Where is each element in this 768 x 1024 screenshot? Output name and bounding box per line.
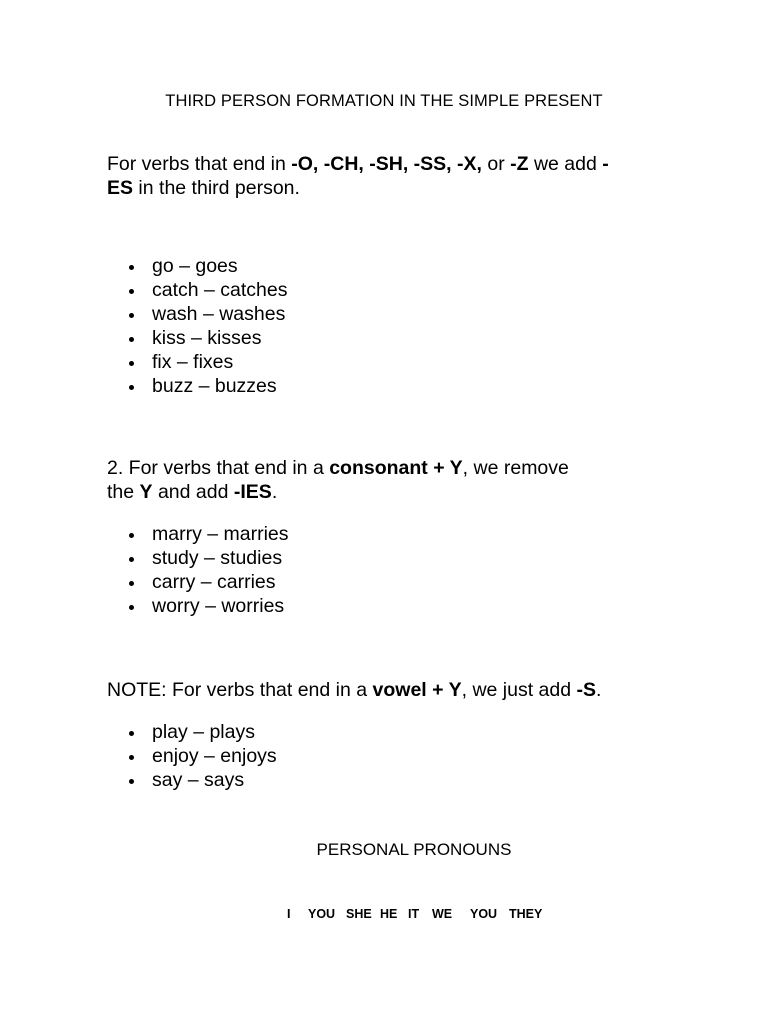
list-item <box>107 326 288 350</box>
pronouns-heading: PERSONAL PRONOUNS <box>316 840 512 859</box>
pronouns-row <box>287 907 542 921</box>
list-item <box>107 302 288 326</box>
note-text-1: NOTE: For verbs that end in a <box>107 679 373 701</box>
bullet-icon <box>129 605 134 610</box>
rule-1-text-2: or <box>481 153 511 175</box>
note-text-3: . <box>596 679 602 701</box>
list-item-text: study – studies <box>152 547 283 569</box>
pronoun: YOU <box>308 907 336 921</box>
rule-1-ending-z: -Z <box>510 153 529 175</box>
list-item-text: fix – fixes <box>152 351 234 373</box>
list-item-text: buzz – buzzes <box>152 375 277 397</box>
bullet-icon <box>129 313 134 318</box>
rule-2-text-1: 2. For verbs that end in a <box>107 457 330 479</box>
rule-1-es-suffix: ES <box>107 177 134 199</box>
rule-2-ies-suffix: -IES <box>233 481 272 503</box>
note-text-2: , we just add <box>461 679 577 701</box>
list-item-text: kiss – kisses <box>152 327 262 349</box>
pronoun: I <box>287 907 291 921</box>
list-item-text: carry – carries <box>152 571 276 593</box>
list-item-text: catch – catches <box>152 279 288 301</box>
list-item-text: play – plays <box>152 721 255 743</box>
bullet-icon <box>129 361 134 366</box>
bullet-icon <box>129 265 134 270</box>
rule-2-text-2: , we remove <box>462 457 569 479</box>
rule-2-text-4: and add <box>152 481 234 503</box>
list-item-text: say – says <box>152 769 245 791</box>
list-item <box>107 522 289 546</box>
list-item-text: go – goes <box>152 255 238 277</box>
pronoun: HE <box>380 907 398 921</box>
pronoun: IT <box>408 907 420 921</box>
list-item-text: marry – marries <box>152 523 289 545</box>
pronoun: THEY <box>509 907 543 921</box>
list-item <box>107 278 288 302</box>
list-item-text: wash – washes <box>152 303 286 325</box>
rule-1-paragraph <box>107 152 647 200</box>
rule-2-text-3: the <box>107 481 140 503</box>
rule-2-text-5: . <box>271 481 278 503</box>
bullet-icon <box>129 755 134 760</box>
note-paragraph <box>107 678 647 702</box>
list-item-text: enjoy – enjoys <box>152 745 277 767</box>
bullet-icon <box>129 385 134 390</box>
list-item <box>107 720 277 744</box>
list-s-examples <box>107 720 277 792</box>
bullet-icon <box>129 533 134 538</box>
rule-2-y: Y <box>139 481 153 503</box>
note-s-suffix: -S <box>576 679 597 701</box>
list-item <box>107 570 289 594</box>
list-item <box>107 374 288 398</box>
rule-1-hyphen: - <box>602 153 609 175</box>
bullet-icon <box>129 779 134 784</box>
pronoun: YOU <box>470 907 498 921</box>
rule-2-consonant-y: consonant + Y <box>329 457 463 479</box>
page-title: THIRD PERSON FORMATION IN THE SIMPLE PRESENT <box>165 92 603 110</box>
list-item-text: worry – worries <box>152 595 285 617</box>
list-item <box>107 594 289 618</box>
list-item <box>107 254 288 278</box>
bullet-icon <box>129 731 134 736</box>
bullet-icon <box>129 581 134 586</box>
rule-1-text-3: we add <box>528 153 603 175</box>
rule-1-text-1: For verbs that end in <box>107 153 292 175</box>
bullet-icon <box>129 557 134 562</box>
rule-1-endings: -O, -CH, -SH, -SS, -X, <box>291 153 482 175</box>
pronoun: SHE <box>346 907 372 921</box>
note-vowel-y: vowel + Y <box>372 679 462 701</box>
bullet-icon <box>129 337 134 342</box>
bullet-icon <box>129 289 134 294</box>
rule-2-paragraph <box>107 456 647 504</box>
pronoun: WE <box>432 907 453 921</box>
list-item <box>107 546 289 570</box>
list-item <box>107 744 277 768</box>
rule-1-text-4: in the third person. <box>133 177 300 199</box>
list-es-examples <box>107 254 288 398</box>
list-item <box>107 768 277 792</box>
list-ies-examples <box>107 522 289 618</box>
list-item <box>107 350 288 374</box>
